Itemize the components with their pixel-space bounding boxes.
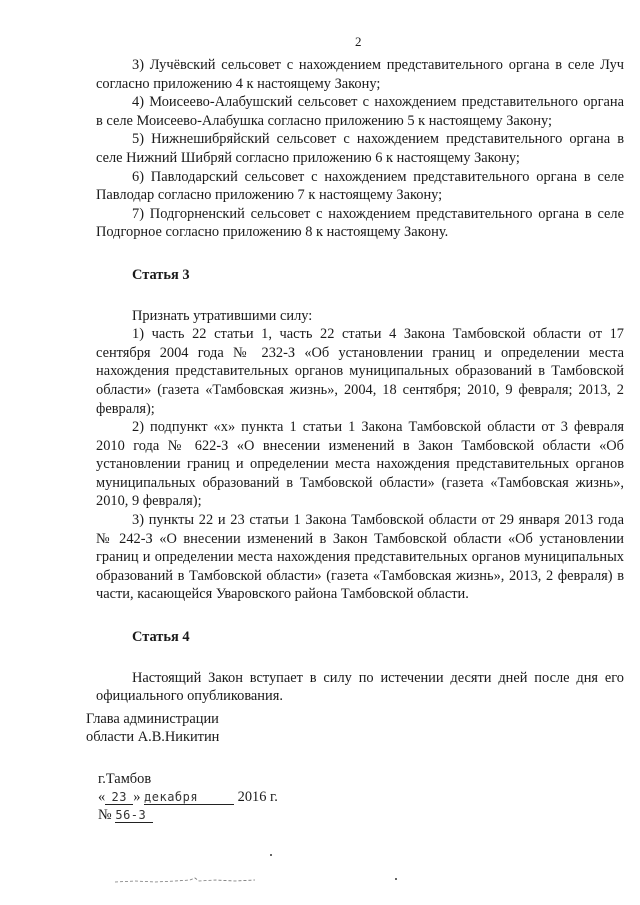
date-line <box>98 788 278 806</box>
list-item-7: 7) Подгорненский сельсовет с нахождением представительного органа в селе Подгорное согласно приложению 8 к настоящему Закону. <box>96 205 624 241</box>
scan-speck <box>270 854 272 856</box>
quote-close: » <box>133 789 141 805</box>
signature-title: Глава администрации <box>86 711 219 727</box>
number-label: № <box>98 807 112 823</box>
scan-artifact-line <box>115 876 255 884</box>
number-field <box>115 808 153 823</box>
date-month: декабря <box>144 790 199 804</box>
document-body <box>96 56 624 706</box>
list-item-4: 4) Моисеево-Алабушский сельсовет с нахождением представительного органа в селе Моисеево-Алабушка согласно приложению 5 к настоящему Закону; <box>96 94 624 129</box>
article-3-heading: Статья 3 <box>132 266 190 283</box>
page-number: 2 <box>355 34 362 49</box>
article-3-item-3: 3) пункты 22 и 23 статьи 1 Закона Тамбовской области от 29 января 2013 года № 242-З «О внесении изменений в Закон Тамбовской области «Об установлении границ и определении места нахождения представительных органов муниципальных образований в Тамбовской области» (газета «Тамбовская жизнь», 2013, 2 февраля) в части, касающейся Уваровского района Тамбовской области. <box>96 512 624 603</box>
list-item-5: 5) Нижнешибряйский сельсовет с нахождением представительного органа в селе Нижний Шибряй согласно приложению 6 к настоящему Закону; <box>96 131 624 166</box>
article-4-heading: Статья 4 <box>132 629 190 646</box>
quote-open: « <box>98 789 106 805</box>
signature-name: области А.В.Никитин <box>86 729 220 745</box>
city: г.Тамбов <box>98 771 152 787</box>
article-3-item-1: 1) часть 22 статьи 1, часть 22 статьи 4 Закона Тамбовской области от 17 сентября 2004 года № 232-З «Об установлении границ и определении места нахождения представительных органов муниципальных образований в Тамбовской области» (газета «Тамбовская жизнь», 2004, 18 сентября; 2010, 9 февраля; 2013, 2 февраля); <box>96 326 624 417</box>
date-day: 23 <box>111 790 127 804</box>
date-year: 2016 г. <box>237 789 278 805</box>
place-date-block <box>98 770 278 824</box>
date-month-field <box>144 790 234 805</box>
date-day-field <box>105 790 133 805</box>
article-3-item-2: 2) подпункт «х» пункта 1 статьи 1 Закона Тамбовской области от 3 февраля 2010 года № 622-З «О внесении изменений в Закон Тамбовской области «Об установлении границ и определении места нахождения представительных органов муниципальных образований в Тамбовской области» (газета «Тамбовская жизнь», 2010, 9 февраля); <box>96 419 624 510</box>
list-item-3: 3) Лучёвский сельсовет с нахождением представительного органа в селе Луч согласно приложению 4 к настоящему Закону; <box>96 57 624 92</box>
signature-block <box>86 710 219 746</box>
scan-speck <box>395 878 397 880</box>
number-line <box>98 806 278 824</box>
list-item-6: 6) Павлодарский сельсовет с нахождением представительного органа в селе Павлодар согласно приложению 7 к настоящему Закону; <box>96 168 624 204</box>
law-number: 56-З <box>115 808 147 822</box>
article-4-text: Настоящий Закон вступает в силу по истечении десяти дней после дня его официального опубликования. <box>96 669 624 705</box>
article-3-intro: Признать утратившими силу: <box>132 307 313 324</box>
